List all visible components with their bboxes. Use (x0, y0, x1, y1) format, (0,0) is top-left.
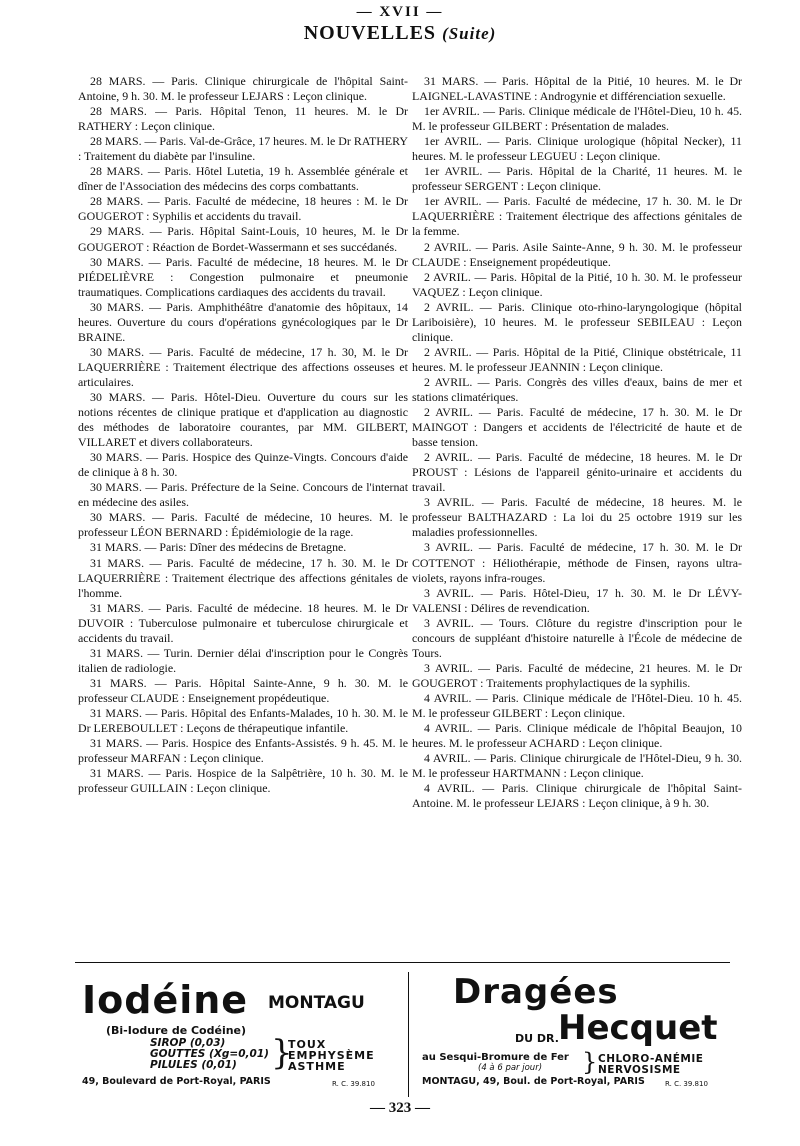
news-entry: 30 MARS. — Paris. Hôtel-Dieu. Ouverture du cours sur les notions récentes de clinique pratique et d'application au diagnostic des méthodes de laboratoire courantes, par MM. GILBERT, VILLARET et divers collaborateurs. (78, 389, 408, 450)
news-entry: 30 MARS. — Paris. Faculté de médecine, 18 heures. M. le Dr PIÉDELIÈVRE : Congestion pulmonaire et pneumonie traumatiques. Complications cardiaques des accidents du travail. (78, 254, 408, 299)
news-entry: 2 AVRIL. — Paris. Faculté de médecine, 17 h. 30. M. le Dr MAINGOT : Dangers et accidents de l'électricité de haute et de basse tension. (412, 405, 742, 450)
news-entry: 4 AVRIL. — Paris. Clinique médicale de l'Hôtel-Dieu. 10 h. 45. M. le professeur GILBERT : Leçon clinique. (412, 690, 742, 720)
form-gouttes: GOUTTES (Xg=0,01) (150, 1048, 269, 1060)
form-sirop: SIROP (0,03) (150, 1037, 226, 1049)
ad-hecquet (418, 972, 743, 1097)
news-entry: 30 MARS. — Paris. Faculté de médecine, 17 h. 30, M. le Dr LAQUERRIÈRE : Traitement électrique des affections osseuses et articulaires. (78, 344, 408, 389)
news-entry: 2 AVRIL. — Paris. Faculté de médecine, 18 heures. M. le Dr PROUST : Lésions de l'appareil génito-urinaire et accidents du travail. (412, 450, 742, 495)
news-entry: 31 MARS. — Paris. Faculté de médecine, 17 h. 30. M. le Dr LAQUERRIÈRE : Traitement électrique des affections génitales de l'homme. (78, 555, 408, 600)
left-column (78, 74, 408, 796)
news-entry: 2 AVRIL. — Paris. Asile Sainte-Anne, 9 h. 30. M. le professeur CLAUDE : Enseignement propédeutique. (412, 239, 742, 269)
news-entry: 3 AVRIL. — Tours. Clôture du registre d'inscription pour le concours de suppléant d'histoire naturelle à l'École de médecine de Tours. (412, 615, 742, 660)
news-entry: 29 MARS. — Paris. Hôpital Saint-Louis, 10 heures, M. le Dr GOUGEROT : Réaction de Bordet-Wassermann et ses succédanés. (78, 224, 408, 254)
indication-emphyseme: EMPHYSÈME (288, 1049, 375, 1062)
news-entry: 30 MARS. — Paris. Préfecture de la Seine. Concours de l'internat en médecine des asiles. (78, 480, 408, 510)
news-entry: 2 AVRIL. — Paris. Congrès des villes d'eaux, bains de mer et stations climatériques. (412, 374, 742, 404)
ad-address: 49, Boulevard de Port-Royal, PARIS (82, 1076, 271, 1087)
right-column (412, 74, 742, 811)
page-header (0, 22, 800, 45)
news-entry: 4 AVRIL. — Paris. Clinique chirurgicale de l'Hôtel-Dieu, 9 h. 30. M. le professeur HARTMANN : Leçon clinique. (412, 751, 742, 781)
news-entry: 31 MARS. — Turin. Dernier délai d'inscription pour le Congrès italien de radiologie. (78, 645, 408, 675)
roman-page-number: — XVII — (356, 4, 444, 20)
ad-composition: au Sesqui-Bromure de Fer (422, 1052, 569, 1063)
news-entry: 31 MARS. — Paris: Dîner des médecins de Bretagne. (90, 540, 347, 555)
news-entry: 28 MARS. — Paris. Clinique chirurgicale de l'hôpital Saint-Antoine, 9 h. 30. M. le professeur LEJARS : Leçon clinique. (78, 74, 408, 104)
indication-asthme: ASTHME (288, 1060, 346, 1073)
ad-iodeine (78, 972, 403, 1097)
news-entry: 31 MARS. — Paris. Hôpital Sainte-Anne, 9 h. 30. M. le professeur CLAUDE : Enseignement propédeutique. (78, 675, 408, 705)
ad-subtitle: (Bi-Iodure de Codéine) (106, 1024, 247, 1037)
news-entry: 28 MARS. — Paris. Hôpital Tenon, 11 heures. M. le Dr RATHERY : Leçon clinique. (78, 104, 408, 134)
news-entry: 3 AVRIL. — Paris. Hôtel-Dieu, 17 h. 30. M. le Dr LÉVY-VALENSI : Délires de revendication. (412, 585, 742, 615)
form-pilules: PILULES (0,01) (150, 1059, 237, 1071)
news-entry: 31 MARS. — Paris. Faculté de médecine. 18 heures. M. le Dr DUVOIR : Tuberculose pulmonaire et tuberculose chirurgicale et accidents du travail. (78, 600, 408, 645)
news-entry: 31 MARS. — Paris. Hospice de la Salpêtrière, 10 h. 30. M. le professeur GUILLAIN : Leçon clinique. (78, 766, 408, 796)
ad-indications (598, 1054, 703, 1076)
ad-indications (288, 1039, 375, 1072)
news-entry: 30 MARS. — Paris. Amphithéâtre d'anatomie des hôpitaux, 14 heures. Ouverture du cours d'opérations gynécologiques par le Dr BRAINE. (78, 299, 408, 344)
news-entry: 1er AVRIL. — Paris. Clinique urologique (hôpital Necker), 11 heures. M. le professeur LEGUEU : Leçon clinique. (412, 134, 742, 164)
ad-rc: R. C. 39.810 (665, 1080, 708, 1088)
news-entry: 31 MARS. — Paris. Hôpital des Enfants-Malades, 10 h. 30. M. le Dr LEREBOULLET : Leçons de thérapeutique infantile. (78, 705, 408, 736)
indication-chloro-anemie: CHLORO-ANÉMIE (598, 1053, 704, 1065)
news-entry: 28 MARS. — Paris. Hôtel Lutetia, 19 h. Assemblée générale et dîner de l'Association des médecins des corps combattants. (78, 164, 408, 194)
news-entry: 30 MARS. — Paris. Hospice des Quinze-Vingts. Concours d'aide de clinique à 8 h. 30. (78, 450, 408, 480)
news-entry: 2 AVRIL. — Paris. Clinique oto-rhino-laryngologique (hôpital Lariboisière), 10 heures. M. le professeur SEBILEAU : Leçon clinique. (412, 299, 742, 344)
brace-glyph: } (271, 1033, 293, 1073)
news-entry: 31 MARS. — Paris. Hôpital de la Pitié, 10 heures. M. le Dr LAIGNEL-LAVASTINE : Androgynie et différenciation sexuelle. (412, 74, 742, 104)
news-entry: 31 MARS. — Paris. Hospice des Enfants-Assistés. 9 h. 45. M. le professeur MARFAN : Leçon clinique. (78, 736, 408, 766)
header-title: NOUVELLES (303, 22, 437, 44)
ad-rc: R. C. 39.810 (332, 1080, 375, 1088)
news-entry: 1er AVRIL. — Paris. Faculté de médecine, 17 h. 30. M. le Dr LAQUERRIÈRE : Traitement électrique des affections génitales de la femme. (412, 194, 742, 239)
news-entry: 4 AVRIL. — Paris. Clinique chirurgicale de l'hôpital Saint-Antoine. M. le professeur LEJARS : Leçon clinique, à 9 h. 30. (412, 781, 742, 811)
page-number: — 323 — (370, 1100, 430, 1116)
news-entry: 3 AVRIL. — Paris. Faculté de médecine, 18 heures. M. le professeur BALTHAZARD : La loi du 25 octobre 1919 sur les maladies professionnelles. (412, 495, 742, 540)
ad-dose: (4 à 6 par jour) (478, 1063, 543, 1073)
news-entry: 4 AVRIL. — Paris. Clinique médicale de l'hôpital Beaujon, 10 heures. M. le professeur ACHARD : Leçon clinique. (412, 721, 742, 751)
news-entry: 3 AVRIL. — Paris. Faculté de médecine, 21 heures. M. le Dr GOUGEROT : Traitements prophylactiques de la syphilis. (412, 660, 742, 690)
news-entry: 2 AVRIL. — Paris. Hôpital de la Pitié, Clinique obstétricale, 11 heures. M. le professeur JEANNIN : Leçon clinique. (412, 344, 742, 374)
news-entry: 1er AVRIL. — Paris. Clinique médicale de l'Hôtel-Dieu, 10 h. 45. M. le professeur GILBERT : Présentation de malades. (412, 104, 742, 134)
header-suffix: (Suite) (442, 24, 497, 43)
indication-nervosisme: NERVOSISME (598, 1064, 681, 1076)
ad-brand-dragees: Dragées (453, 972, 619, 1012)
ad-name-hecquet: Hecquet (558, 1008, 718, 1048)
advertisements (78, 972, 738, 1097)
news-entry: 28 MARS. — Paris. Val-de-Grâce, 17 heures. M. le Dr RATHERY : Traitement du diabète par l'insuline. (78, 134, 408, 164)
news-entry: 1er AVRIL. — Paris. Hôpital de la Charité, 11 heures. M. le professeur SERGENT : Leçon clinique. (412, 164, 742, 194)
news-entry: 2 AVRIL. — Paris. Hôpital de la Pitié, 10 h. 30. M. le professeur VAQUEZ : Leçon clinique. (412, 269, 742, 299)
indication-toux: TOUX (288, 1038, 327, 1051)
news-entry: 28 MARS. — Paris. Faculté de médecine, 18 heures : M. le Dr GOUGEROT : Syphilis et accidents du travail. (78, 194, 408, 224)
ad-du-dr: DU DR. (515, 1032, 559, 1045)
news-entry: 3 AVRIL. — Paris. Faculté de médecine, 17 h. 30. M. le Dr COTTENOT : Héliothérapie, méthode de Finsen, rayons ultra-violets, rayons infra-rouges. (412, 540, 742, 585)
brace-glyph: } (582, 1048, 598, 1076)
top-ad-rule (75, 962, 730, 963)
ad-address: MONTAGU, 49, Boul. de Port-Royal, PARIS (422, 1076, 645, 1087)
ad-forms (150, 1038, 269, 1071)
ad-divider (408, 972, 409, 1097)
ad-brand-iodeine: Iodéine (82, 978, 249, 1022)
ad-maker: MONTAGU (268, 993, 365, 1013)
news-entry: 30 MARS. — Paris. Faculté de médecine, 10 heures. M. le professeur LÉON BERNARD : Épidémiologie de la rage. (78, 510, 408, 540)
